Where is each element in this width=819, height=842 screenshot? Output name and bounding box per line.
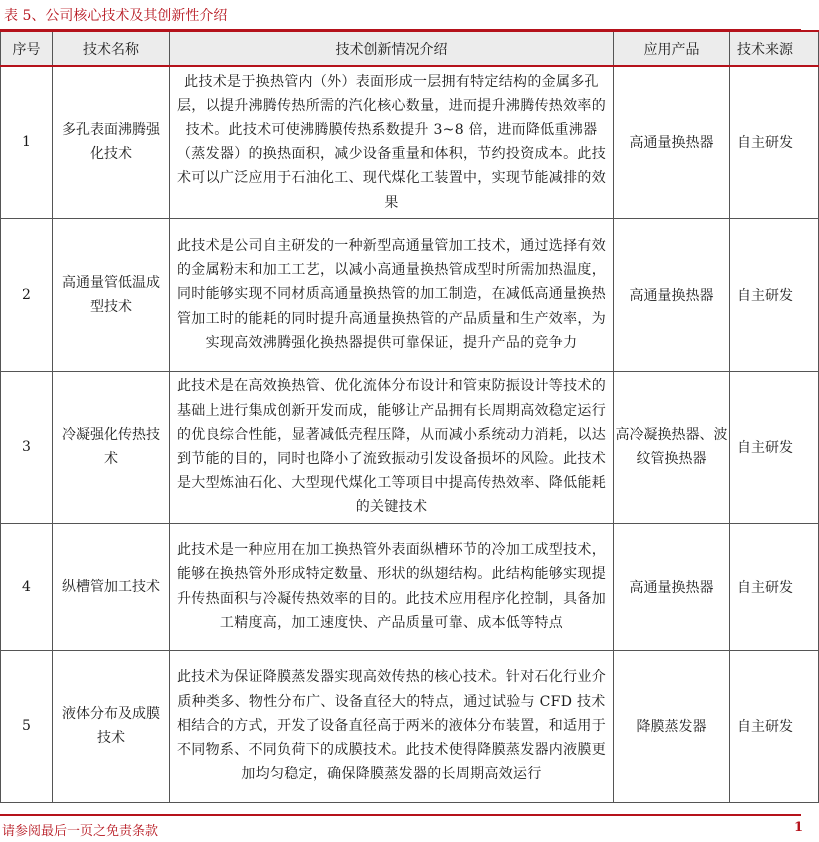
row-innovation: 此技术是一种应用在加工换热管外表面纵槽环节的冷加工成型技术，能够在换热管外形成特定数量、形状的纵翅结构。此结构能够实现提升传热面积与冷凝传热效率的目的。此技术应用程序化控制，具备加工精度高，加工速度快、产品质量可靠、成本低等特点 (170, 523, 614, 650)
row-source: 自主研发 (730, 523, 819, 650)
row-index: 2 (1, 218, 53, 371)
row-tech-name: 冷凝强化传热技术 (53, 371, 170, 523)
table-row (1, 650, 819, 802)
row-product: 降膜蒸发器 (614, 650, 730, 802)
row-product: 高通量换热器 (614, 218, 730, 371)
header-index: 序号 (1, 31, 53, 66)
table-row (1, 371, 819, 523)
row-index: 5 (1, 650, 53, 802)
row-innovation: 此技术是公司自主研发的一种新型高通量管加工技术，通过选择有效的金属粉末和加工工艺，以减小高通量换热管成型时所需加热温度，同时能够实现不同材质高通量换热管的加工制造，在减低高通量换热管加工时的能耗的同时提升高通量换热管的产品质量和生产效率，为实现高效沸腾强化换热器提供可靠保证，提升产品的竞争力 (170, 218, 614, 371)
row-product: 高通量换热器 (614, 66, 730, 218)
header-innovation: 技术创新情况介绍 (170, 31, 614, 66)
row-product: 高通量换热器 (614, 523, 730, 650)
row-index: 4 (1, 523, 53, 650)
header-source: 技术来源 (730, 31, 819, 66)
table-row (1, 66, 819, 218)
row-source: 自主研发 (730, 218, 819, 371)
table-header-row (1, 31, 819, 66)
row-tech-name: 液体分布及成膜技术 (53, 650, 170, 802)
header-name: 技术名称 (53, 31, 170, 66)
header-product: 应用产品 (614, 31, 730, 66)
row-product: 高冷凝换热器、波纹管换热器 (614, 371, 730, 523)
row-source: 自主研发 (730, 371, 819, 523)
row-tech-name: 高通量管低温成型技术 (53, 218, 170, 371)
table-row (1, 218, 819, 371)
row-tech-name: 多孔表面沸腾强化技术 (53, 66, 170, 218)
table-row (1, 523, 819, 650)
footer-divider (0, 814, 801, 816)
table-caption: 表 5、公司核心技术及其创新性介绍 (4, 8, 228, 24)
row-index: 3 (1, 371, 53, 523)
row-source: 自主研发 (730, 650, 819, 802)
page-number: 1 (793, 820, 803, 835)
row-index: 1 (1, 66, 53, 218)
row-innovation: 此技术是于换热管内（外）表面形成一层拥有特定结构的金属多孔层，以提升沸腾传热所需的汽化核心数量，进而提升沸腾传热效率的技术。此技术可使沸腾膜传热系数提升 3~8 倍，进而降低重沸器（蒸发器）的换热面积，减少设备重量和体积，节约投资成本。此技术可以广泛应用于石油化工、现代煤化工装置中，实现节能减排的效果 (170, 66, 614, 218)
row-innovation: 此技术为保证降膜蒸发器实现高效传热的核心技术。针对石化行业介质种类多、物性分布广、设备直径大的特点，通过试验与 CFD 技术相结合的方式，开发了设备直径高于两米的液体分布装置，和适用于不同物系、不同负荷下的成膜技术。此技术使得降膜蒸发器内液膜更加均匀稳定，确保降膜蒸发器的长周期高效运行 (170, 650, 614, 802)
footer-disclaimer: 请参阅最后一页之免责条款 (2, 824, 159, 839)
row-tech-name: 纵槽管加工技术 (53, 523, 170, 650)
row-innovation: 此技术是在高效换热管、优化流体分布设计和管束防振设计等技术的基础上进行集成创新开发而成，能够让产品拥有长周期高效稳定运行的优良综合性能，显著减低壳程压降，从而减小系统动力消耗，以达到节能的目的，同时也降小了流致振动引发设备损坏的风险。此技术是大型炼油石化、大型现代煤化工等项目中提高传热效率、降低能耗的关键技术 (170, 371, 614, 523)
row-source: 自主研发 (730, 66, 819, 218)
core-technology-table (0, 30, 819, 803)
